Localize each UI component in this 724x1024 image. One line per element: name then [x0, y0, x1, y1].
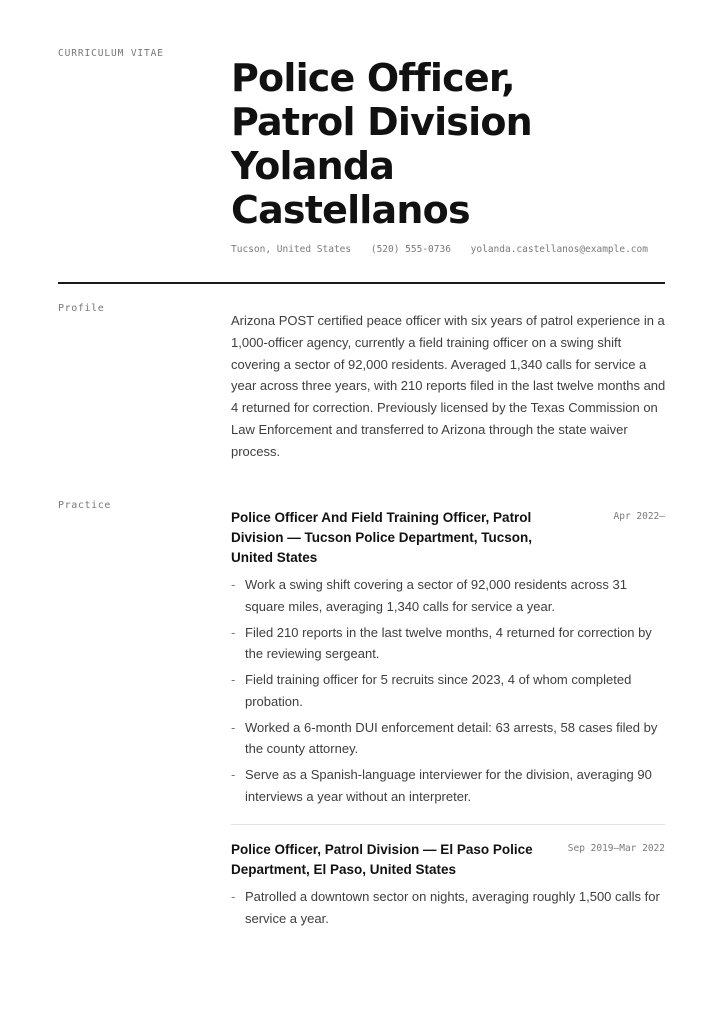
job-bullets	[231, 574, 665, 807]
job-dates: Apr 2022–	[613, 511, 665, 522]
page-title	[231, 56, 671, 232]
contact-location: Tucson, United States	[231, 244, 352, 255]
contact-line	[231, 244, 648, 255]
profile-text: Arizona POST certified peace officer with six years of patrol experience in a 1,000-officer agency, currently a field training officer on a swing shift covering a sector of 92,000 residents. Averaged 1,340 calls for service a year across three years, with 210 reports filed in the last twelve months and 4 returned for correction. Previously licensed by the Texas Commission on Law Enforcement and transferred to Arizona through the state waiver process.	[231, 313, 666, 459]
contact-email[interactable]: yolanda.castellanos@example.com	[470, 244, 648, 255]
list-item: - Serve as a Spanish-language interviewer for the division, averaging 90 interviews a year without an interpreter.	[231, 767, 652, 804]
bullet-text: Work a swing shift covering a sector of 92,000 residents across 31 square miles, averaging 1,340 calls for service a year.	[245, 577, 628, 614]
title-line: Yolanda	[231, 144, 395, 188]
bullet-text: Field training officer for 5 recruits since 2023, 4 of whom completed probation.	[245, 672, 632, 709]
list-item: - Field training officer for 5 recruits since 2023, 4 of whom completed probation.	[231, 672, 632, 709]
job-header	[231, 840, 665, 880]
bullet-text: Serve as a Spanish-language interviewer for the division, averaging 90 interviews a year without an interpreter.	[245, 767, 652, 804]
job-dates: Sep 2019–Mar 2022	[567, 843, 665, 854]
title-line: Patrol Division	[231, 100, 532, 144]
job-bullets	[231, 886, 665, 929]
bullet-text: Worked a 6-month DUI enforcement detail: 63 arrests, 58 cases filed by the county attorney.	[245, 719, 658, 756]
title-line: Castellanos	[231, 188, 470, 232]
list-item: - Worked a 6-month DUI enforcement detail: 63 arrests, 58 cases filed by the county attorney.	[231, 719, 658, 756]
bullet-text: Patrolled a downtown sector on nights, averaging roughly 1,500 calls for service a year.	[245, 889, 660, 926]
list-item: - Work a swing shift covering a sector of 92,000 residents across 31 square miles, averaging 1,340 calls for service a year.	[231, 577, 628, 614]
job-entry	[231, 508, 665, 812]
contact-phone[interactable]: (520) 555-0736	[370, 244, 451, 255]
list-item: - Patrolled a downtown sector on nights, averaging roughly 1,500 calls for service a year.	[231, 889, 660, 926]
section-label-profile: Profile	[58, 303, 105, 314]
job-header	[231, 508, 665, 568]
header-divider	[58, 282, 665, 284]
bullet-text: Filed 210 reports in the last twelve months, 4 returned for correction by the reviewing sergeant.	[245, 624, 652, 661]
section-label-practice: Practice	[58, 500, 111, 511]
job-divider	[231, 824, 665, 825]
list-item: - Filed 210 reports in the last twelve months, 4 returned for correction by the reviewing sergeant.	[231, 624, 652, 661]
job-title: Police Officer And Field Training Officer, Patrol Division — Tucson Police Department, Tucson, United States	[231, 510, 533, 565]
document-eyebrow: CURRICULUM VITAE	[58, 48, 164, 59]
job-entry	[231, 840, 665, 934]
job-title: Police Officer, Patrol Division — El Paso Police Department, El Paso, United States	[231, 842, 533, 877]
title-line: Police Officer,	[231, 56, 515, 100]
